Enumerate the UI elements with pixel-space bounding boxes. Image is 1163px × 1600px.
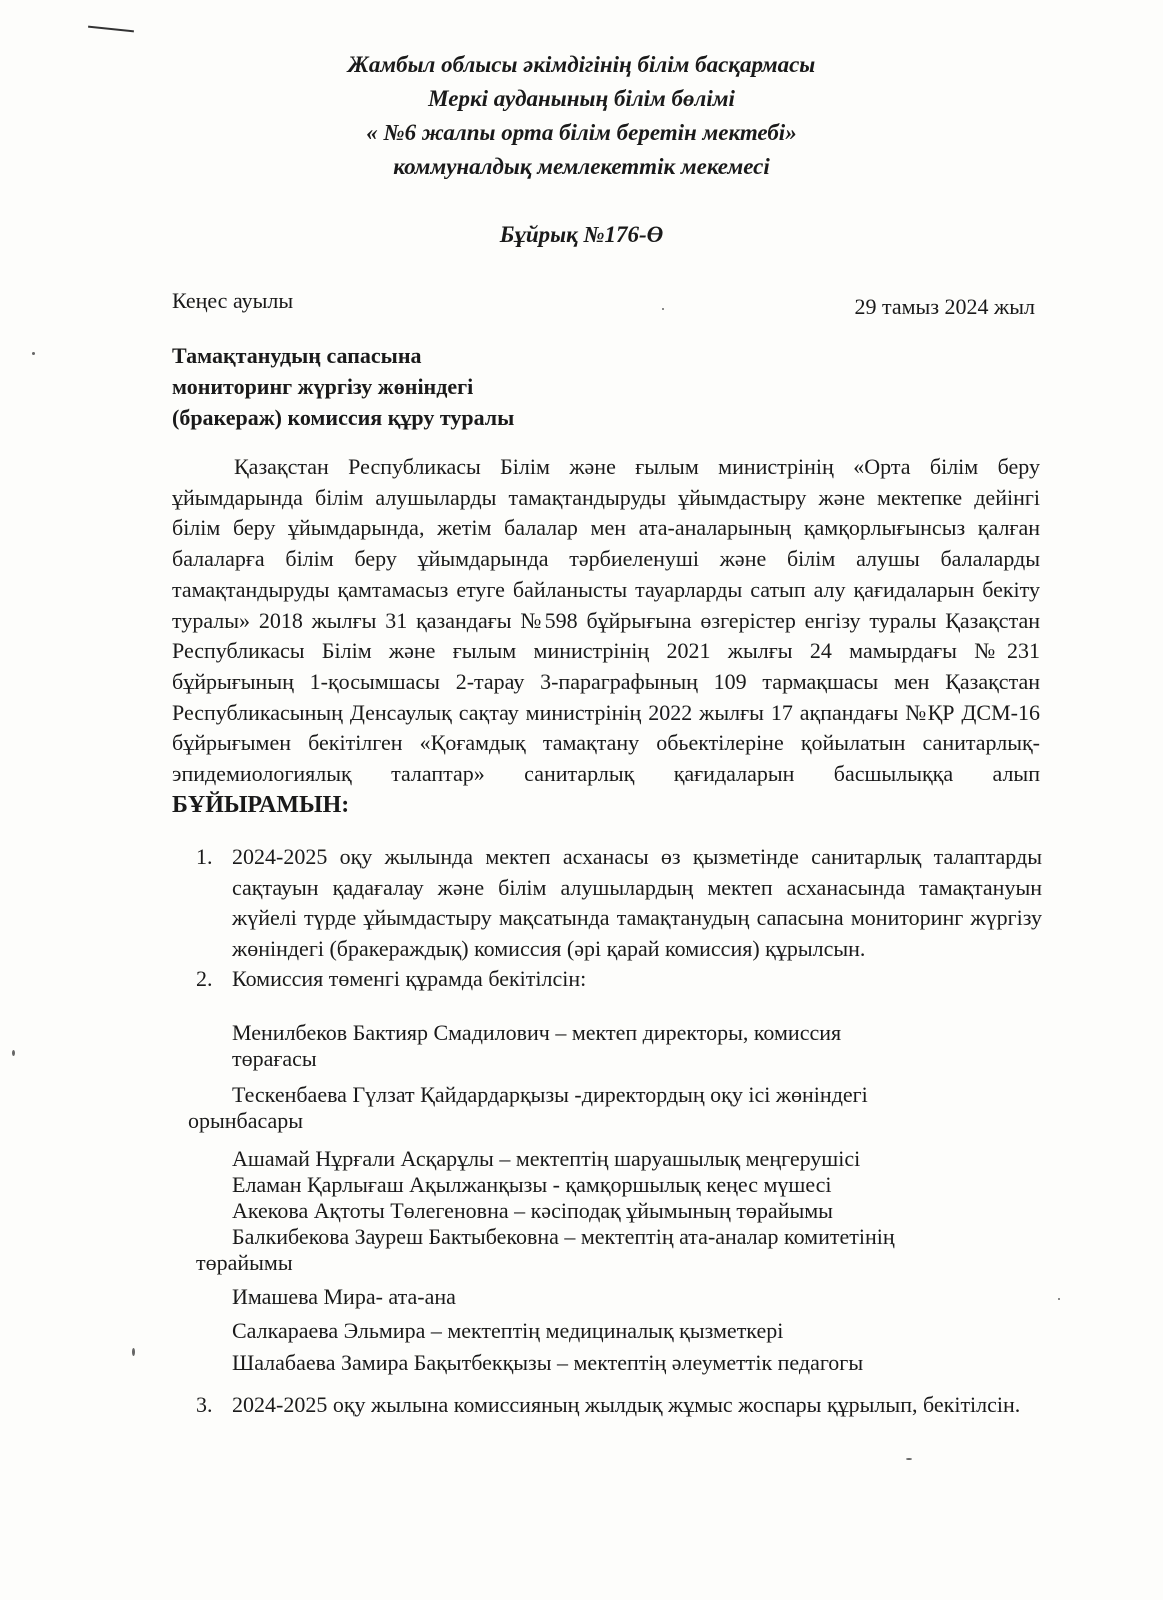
item-text: Комиссия төменгі құрамда бекітілсін:	[232, 966, 587, 991]
order-date: 29 тамыз 2024 жыл	[854, 294, 1035, 319]
member-entry: Тескенбаева Гүлзат Қайдардарқызы -директордың оқу ісі жөніндегі орынбасары	[188, 1082, 868, 1133]
order-place: Кеңес ауылы	[172, 288, 294, 313]
header-line: коммуналдық мемлекеттік мекемесі	[393, 154, 770, 179]
scan-speck	[12, 1050, 15, 1056]
member-entry: Акекова Ақтоты Төлегеновна – кәсіподақ ұйымының төрайымы	[232, 1198, 833, 1223]
organization-header	[0, 48, 1163, 184]
list-item	[196, 842, 1042, 964]
scan-speck	[1058, 1298, 1060, 1300]
command-word: БҰЙЫРАМЫН:	[172, 791, 350, 818]
member-entry: Менилбеков Бактияр Смадилович – мектеп директоры, комиссия төрағасы	[232, 1020, 842, 1071]
member-entry: Еламан Қарлығаш Ақылжанқызы - қамқоршылық кеңес мүшесі	[232, 1172, 832, 1197]
header-line: Жамбыл облысы әкімдігінің білім басқармасы	[347, 52, 816, 77]
item-number: 1.	[196, 844, 213, 869]
order-subject	[172, 340, 514, 433]
scan-speck	[662, 308, 664, 310]
order-item-3	[196, 1390, 1042, 1419]
list-item	[196, 1390, 1042, 1419]
preamble-text: Қазақстан Республикасы Білім және ғылым министрінің «Орта білім беру ұйымдарында білім алушыларды тамақтандыруды ұйымдастыру және мектепке дейінгі білім беру ұйымдарында, жетім балалар мен ата-аналарының қамқорлығынсыз қалған балаларға білім беру ұйымдарында тәрбиеленуші және білім алушы балаларды тамақтандыруды қамтамасыз етуге байланысты тауарларды сатып алу қағидаларын бекіту туралы» 2018 жылғы 31 қазандағы №598 бұйрығына өзгерістер енгізу туралы Қазақстан Республикасы Білім және ғылым министрінің 2021 жылғы 24 мамырдағы №231 бұйрығының 1-қосымшасы 2-тарау 3-параграфының 109 тармақшасы мен Қазақстан Республикасының Денсаулық сақтау министрінің 2022 жылғы 17 ақпандағы №ҚР ДСМ-16 бұйрығымен бекітілген «Қоғамдық тамақтану обьектілеріне қойылатын санитарлық- эпидемиологиялық талаптар» санитарлық қағидаларын басшылыққа алып	[172, 454, 1040, 787]
item-number: 3.	[196, 1392, 213, 1417]
header-line: « №6 жалпы орта білім беретін мектебі»	[366, 120, 797, 145]
preamble-paragraph	[172, 452, 1040, 820]
scan-speck	[906, 1458, 912, 1460]
subject-line: мониторинг жүргізу жөніндегі	[172, 374, 474, 399]
member-entry: Имашева Мира- ата-ана	[232, 1284, 456, 1309]
scan-mark	[88, 26, 134, 33]
subject-line: Тамақтанудың сапасына	[172, 343, 422, 368]
scan-speck	[132, 1348, 135, 1356]
member-entry: Балкибекова Зауреш Бактыбековна – мектептің ата-аналар комитетінің төрайымы	[196, 1224, 895, 1275]
scan-speck	[32, 352, 35, 355]
order-items	[196, 842, 1042, 995]
subject-line: (бракераж) комиссия құру туралы	[172, 405, 515, 430]
item-text: 2024-2025 оқу жылына комиссияның жылдық жұмыс жоспары құрылып, бекітілсін.	[232, 1392, 1021, 1417]
list-item	[196, 964, 1042, 995]
member-entry: Салкараева Эльмира – мектептің медициналық қызметкері	[232, 1318, 784, 1343]
header-line: Меркі ауданының білім бөлімі	[428, 86, 735, 111]
item-text: 2024-2025 оқу жылында мектеп асханасы өз қызметінде санитарлық талаптарды сақтауын қадағалау және білім алушылардың мектеп асханасында тамақтануын жүйелі түрде ұйымдастыру мақсатында тамақтанудың сапасына мониторинг жүргізу жөніндегі (бракераждық) комиссия (әрі қарай комиссия) құрылсын.	[232, 844, 1042, 961]
member-entry: Ашамай Нұрғали Асқарұлы – мектептің шаруашылық меңгерушісі	[232, 1146, 861, 1171]
order-title: Бұйрық №176-Ө	[499, 222, 664, 247]
commission-members	[188, 1020, 1028, 1376]
member-entry: Шалабаева Замира Бақытбекқызы – мектептің әлеуметтік педагогы	[232, 1350, 864, 1375]
item-number: 2.	[196, 966, 213, 991]
